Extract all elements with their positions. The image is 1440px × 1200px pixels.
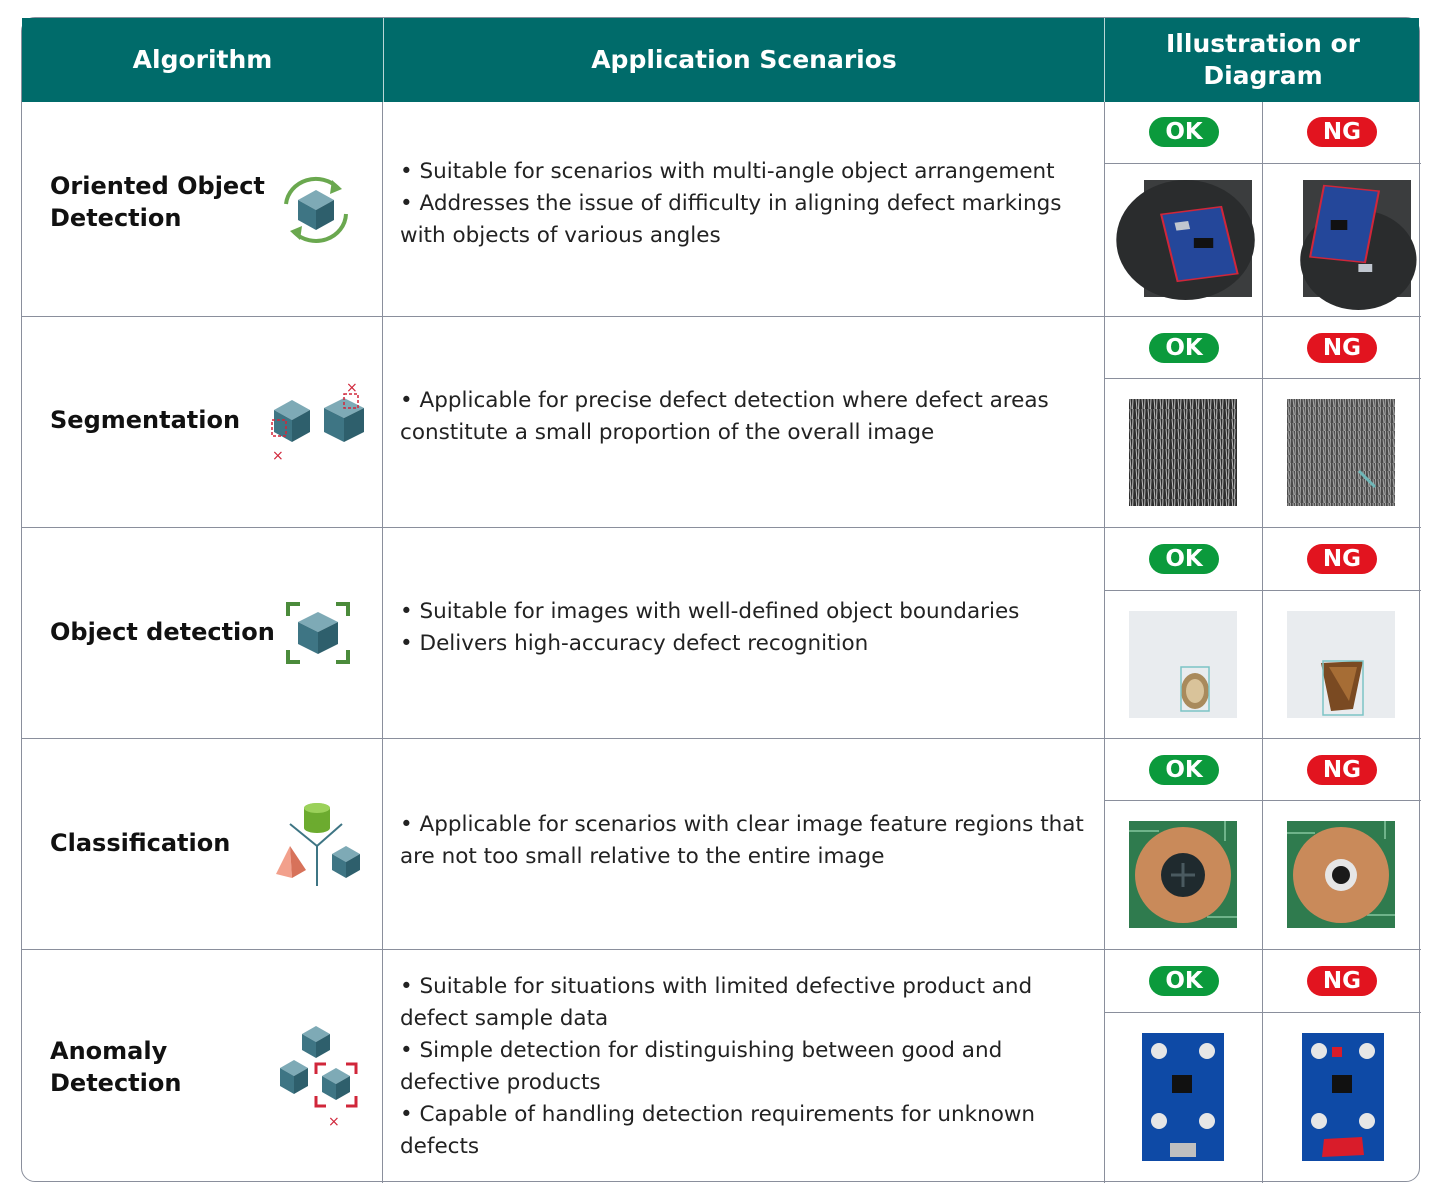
ok-sample-image <box>1129 611 1237 718</box>
ok-sample-image <box>1142 1033 1224 1161</box>
algorithm-name-oriented: Oriented Object Detection <box>50 172 265 232</box>
ng-sample-image <box>1303 180 1411 297</box>
row-description: • Suitable for scenarios with multi-angle object arrangement • Addresses the issue of difficulty in aligning defect markings with objects of various angles <box>400 159 1062 248</box>
ng-badge: NG <box>1307 966 1377 996</box>
ok-badge: OK <box>1149 755 1219 785</box>
svg-text:×: × <box>346 380 358 396</box>
row-description: • Suitable for images with well-defined object boundaries • Delivers high-accuracy defect recognition <box>400 599 1020 656</box>
ng-sample-image <box>1287 399 1395 506</box>
rotating-cube-icon <box>276 174 356 246</box>
ng-badge: NG <box>1307 755 1377 785</box>
classification-shapes-icon <box>270 800 364 890</box>
row-description: • Applicable for precise defect detection where defect areas constitute a small proportion of the overall image <box>400 388 1049 445</box>
segmentation-cubes-icon <box>266 380 366 464</box>
header-illustration: Illustration or Diagram <box>1166 29 1360 90</box>
ok-badge: OK <box>1149 117 1219 147</box>
anomaly-cubes-icon <box>274 1022 364 1130</box>
algorithm-name-object-detection: Object detection <box>50 618 275 646</box>
algorithm-name-segmentation: Segmentation <box>50 406 241 434</box>
ng-badge: NG <box>1307 117 1377 147</box>
svg-text:×: × <box>272 448 284 464</box>
ng-badge: NG <box>1307 333 1377 363</box>
ng-sample-image <box>1287 611 1395 718</box>
ok-sample-image <box>1129 821 1237 928</box>
ok-badge: OK <box>1149 966 1219 996</box>
algorithm-name-classification: Classification <box>50 829 231 857</box>
algorithm-table <box>21 17 1420 1182</box>
header-application-scenarios: Application Scenarios <box>591 45 897 74</box>
ng-sample-image <box>1302 1033 1384 1161</box>
ng-sample-image <box>1287 821 1395 928</box>
table-header <box>22 18 1419 102</box>
svg-text:×: × <box>328 1114 340 1130</box>
ok-sample-image <box>1144 180 1252 297</box>
ok-sample-image <box>1129 399 1237 506</box>
algorithm-name-anomaly: Anomaly Detection <box>50 1037 182 1097</box>
ok-badge: OK <box>1149 544 1219 574</box>
framed-cube-icon <box>284 600 352 666</box>
ng-badge: NG <box>1307 544 1377 574</box>
ok-badge: OK <box>1149 333 1219 363</box>
row-description: • Suitable for situations with limited defective product and defect sample data • Simple detection for distinguishing between good and defective products • Capable of handling detection requirements for unknown defects <box>400 974 1036 1159</box>
header-algorithm: Algorithm <box>132 45 273 74</box>
row-description: • Applicable for scenarios with clear image feature regions that are not too small relative to the entire image <box>400 812 1084 869</box>
